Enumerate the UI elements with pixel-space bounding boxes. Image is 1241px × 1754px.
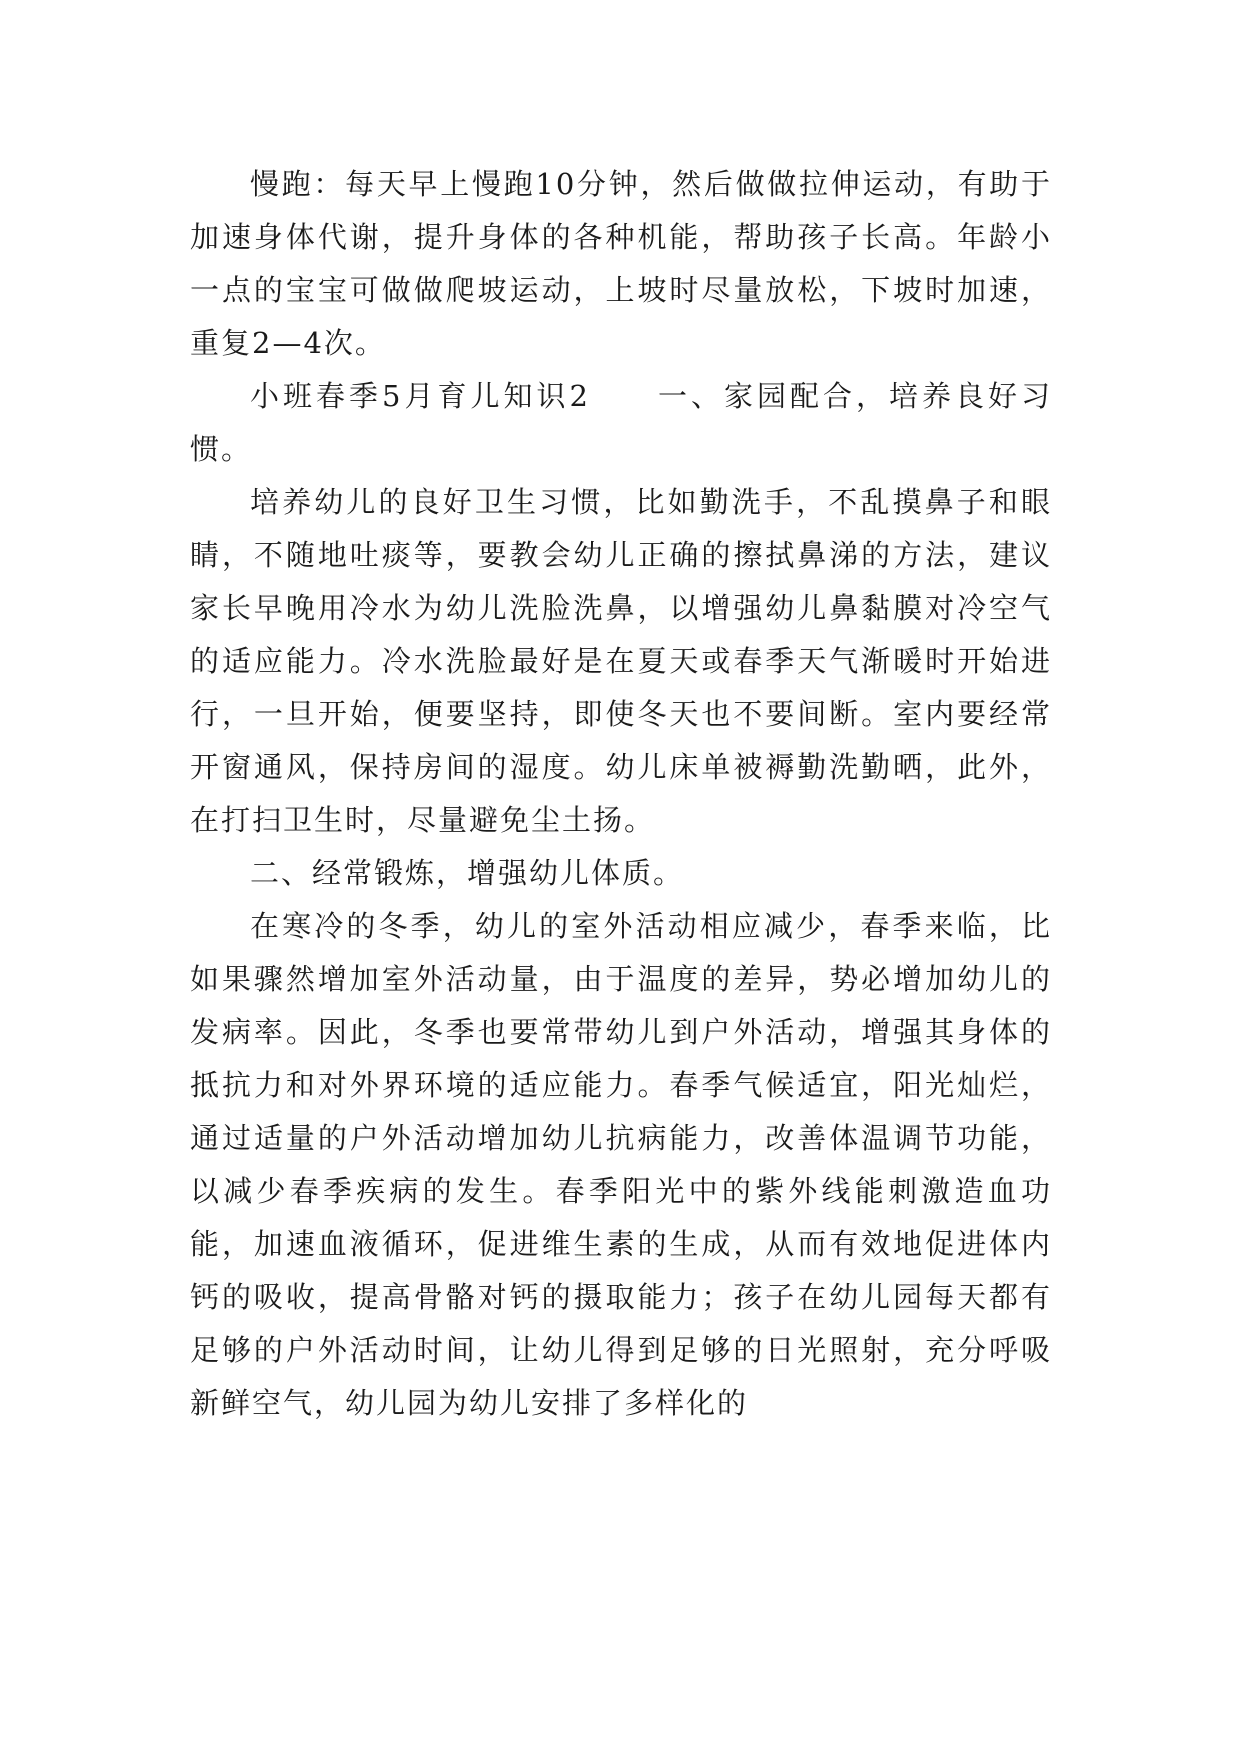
paragraph-exercise-heading: 二、经常锻炼，增强幼儿体质。: [250, 856, 685, 890]
paragraph-outdoor-activity: 在寒冷的冬季，幼儿的室外活动相应减少，春季来临，比如果骤然增加室外活动量，由于温度的差异，势必增加幼儿的发病率。因此，冬季也要常带幼儿到户外活动，增强其身体的抵抗力和对外界环境的适应能力。春季气候适宜，阳光灿烂，通过适量的户外活动增加幼儿抗病能力，改善体温调节功能，以减少春季疾病的发生。春季阳光中的紫外线能刺激造血功能，加速血液循环，促进维生素的生成，从而有效地促进体内钙的吸收，提高骨骼对钙的摄取能力；孩子在幼儿园每天都有足够的户外活动时间，让幼儿得到足够的日光照射，充分呼吸新鲜空气，幼儿园为幼儿安排了多样化的: [190, 909, 1052, 1420]
paragraph-hygiene-habits: 培养幼儿的良好卫生习惯，比如勤洗手，不乱摸鼻子和眼睛，不随地吐痰等，要教会幼儿正确的擦拭鼻涕的方法，建议家长早晚用冷水为幼儿洗脸洗鼻，以增强幼儿鼻黏膜对冷空气的适应能力。冷水洗脸最好是在夏天或春季天气渐暖时开始进行，一旦开始，便要坚持，即使冬天也不要间断。室内要经常开窗通风，保持房间的湿度。幼儿床单被褥勤洗勤晒，此外，在打扫卫生时，尽量避免尘土扬。: [190, 485, 1052, 837]
paragraph-section-heading: 小班春季5月育儿知识2 一、家园配合，培养良好习惯。: [190, 379, 1052, 466]
paragraph-jogging: 慢跑：每天早上慢跑10分钟，然后做做拉伸运动，有助于加速身体代谢，提升身体的各种机能，帮助孩子长高。年龄小一点的宝宝可做做爬坡运动，上坡时尽量放松，下坡时加速，重复2—4次。: [190, 167, 1052, 360]
document-body: [190, 158, 1052, 1430]
